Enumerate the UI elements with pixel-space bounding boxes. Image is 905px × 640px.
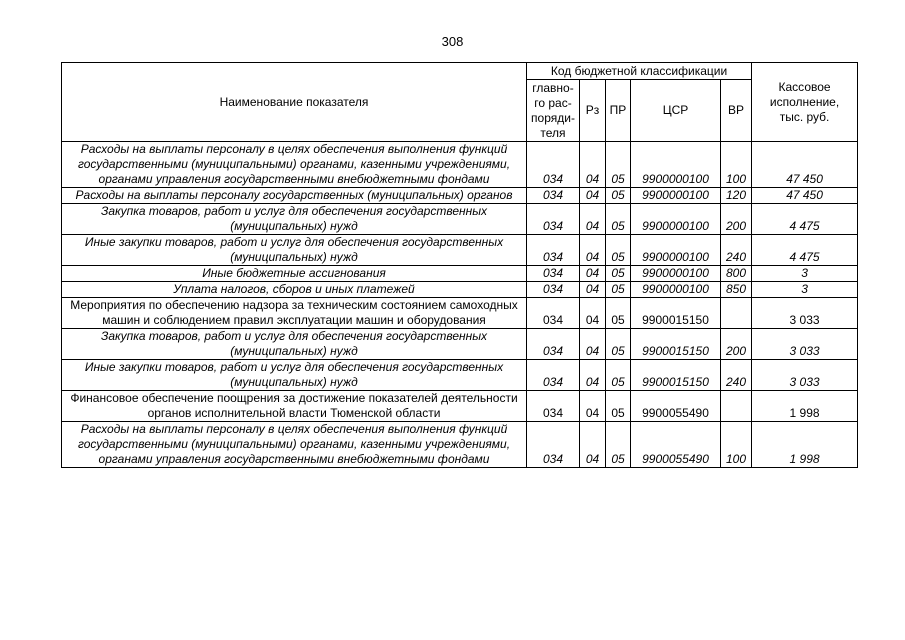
table-row [62,298,858,329]
row-pr: 05 [606,188,631,204]
row-name: Закупка товаров, работ и услуг для обеспечения государственных (муниципальных) нужд [62,329,527,360]
row-vr: 200 [721,204,752,235]
row-amount: 47 450 [752,142,858,188]
row-rz: 04 [580,142,606,188]
row-vr: 800 [721,266,752,282]
header-name: Наименование показателя [62,63,527,142]
row-csr: 9900015150 [631,329,721,360]
row-vr: 850 [721,282,752,298]
row-admin-code: 034 [527,188,580,204]
header-admin: главно-го рас-поряди-теля [527,80,580,142]
header-csr: ЦСР [631,80,721,142]
row-pr: 05 [606,235,631,266]
row-amount: 1 998 [752,422,858,468]
row-pr: 05 [606,142,631,188]
row-pr: 05 [606,282,631,298]
row-pr: 05 [606,391,631,422]
table-row [62,391,858,422]
row-rz: 04 [580,204,606,235]
header-rz: Рз [580,80,606,142]
row-rz: 04 [580,188,606,204]
row-admin-code: 034 [527,422,580,468]
row-amount: 47 450 [752,188,858,204]
budget-classification-table [61,62,858,468]
row-amount: 3 [752,282,858,298]
row-name: Расходы на выплаты персоналу в целях обеспечения выполнения функций государственными (муниципальными) органами, казенными учреждениями, органами управления государственными внебюджетными фондами [62,142,527,188]
row-csr: 9900055490 [631,391,721,422]
row-name: Закупка товаров, работ и услуг для обеспечения государственных (муниципальных) нужд [62,204,527,235]
row-vr: 120 [721,188,752,204]
row-csr: 9900015150 [631,298,721,329]
row-vr: 100 [721,422,752,468]
row-rz: 04 [580,422,606,468]
row-name: Мероприятия по обеспечению надзора за техническим состоянием самоходных машин и соблюдением правил эксплуатации машин и оборудования [62,298,527,329]
row-vr: 100 [721,142,752,188]
header-vr: ВР [721,80,752,142]
row-amount: 1 998 [752,391,858,422]
row-name: Расходы на выплаты персоналу государственных (муниципальных) органов [62,188,527,204]
row-name: Финансовое обеспечение поощрения за достижение показателей деятельности органов исполнительной власти Тюменской области [62,391,527,422]
row-name: Иные закупки товаров, работ и услуг для обеспечения государственных (муниципальных) нужд [62,360,527,391]
row-rz: 04 [580,282,606,298]
row-pr: 05 [606,266,631,282]
row-csr: 9900055490 [631,422,721,468]
row-rz: 04 [580,298,606,329]
row-csr: 9900015150 [631,360,721,391]
header-pr: ПР [606,80,631,142]
table-body [62,142,858,468]
row-vr [721,391,752,422]
header-amount: Кассовое исполнение, тыс. руб. [752,63,858,142]
row-csr: 9900000100 [631,282,721,298]
table-row [62,282,858,298]
row-admin-code: 034 [527,391,580,422]
row-pr: 05 [606,298,631,329]
row-amount: 4 475 [752,204,858,235]
row-admin-code: 034 [527,266,580,282]
table-row [62,329,858,360]
table-row [62,235,858,266]
row-vr [721,298,752,329]
row-amount: 3 [752,266,858,282]
row-name: Иные закупки товаров, работ и услуг для обеспечения государственных (муниципальных) нужд [62,235,527,266]
row-pr: 05 [606,360,631,391]
row-amount: 3 033 [752,298,858,329]
row-rz: 04 [580,235,606,266]
row-vr: 240 [721,360,752,391]
table-row [62,266,858,282]
table-row [62,142,858,188]
row-vr: 240 [721,235,752,266]
row-rz: 04 [580,391,606,422]
row-pr: 05 [606,329,631,360]
row-admin-code: 034 [527,235,580,266]
row-rz: 04 [580,329,606,360]
row-pr: 05 [606,422,631,468]
row-name: Иные бюджетные ассигнования [62,266,527,282]
row-rz: 04 [580,360,606,391]
row-admin-code: 034 [527,282,580,298]
page-number: 308 [441,34,464,49]
row-name: Расходы на выплаты персоналу в целях обеспечения выполнения функций государственными (муниципальными) органами, казенными учреждениями, органами управления государственными внебюджетными фондами [62,422,527,468]
row-csr: 9900000100 [631,142,721,188]
row-amount: 3 033 [752,329,858,360]
row-name: Уплата налогов, сборов и иных платежей [62,282,527,298]
row-admin-code: 034 [527,204,580,235]
table-row [62,188,858,204]
row-pr: 05 [606,204,631,235]
table-row [62,360,858,391]
row-amount: 4 475 [752,235,858,266]
row-vr: 200 [721,329,752,360]
header-code-group: Код бюджетной классификации [527,63,752,80]
row-amount: 3 033 [752,360,858,391]
row-admin-code: 034 [527,329,580,360]
row-admin-code: 034 [527,360,580,391]
table-row [62,422,858,468]
table-row [62,204,858,235]
row-rz: 04 [580,266,606,282]
row-csr: 9900000100 [631,266,721,282]
row-admin-code: 034 [527,298,580,329]
row-csr: 9900000100 [631,235,721,266]
row-csr: 9900000100 [631,188,721,204]
row-csr: 9900000100 [631,204,721,235]
row-admin-code: 034 [527,142,580,188]
